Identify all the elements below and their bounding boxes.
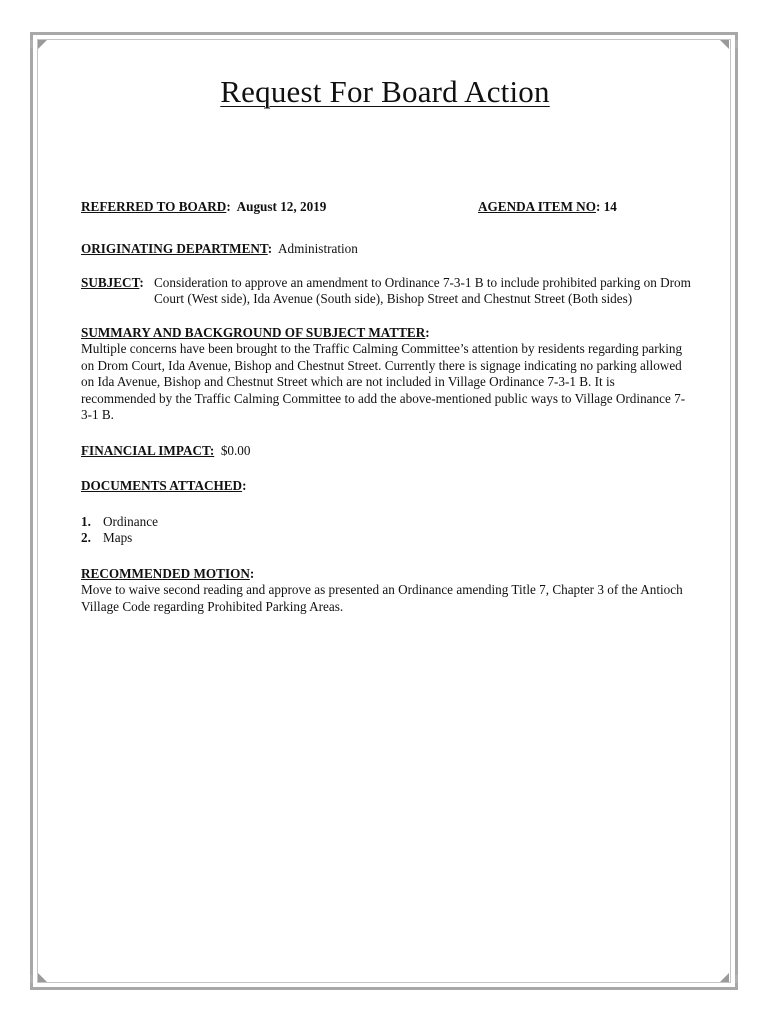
documents-label: DOCUMENTS ATTACHED <box>81 478 243 493</box>
referred-label: REFERRED TO BOARD <box>81 199 227 214</box>
corner-ornament-top-right <box>720 40 729 49</box>
referral-row <box>81 199 691 216</box>
originating-department: ORIGINATING DEPARTMENT: Administration <box>81 241 358 256</box>
department-value: Administration <box>278 241 358 256</box>
border-tick <box>30 40 33 48</box>
recommended-motion <box>81 566 691 616</box>
list-item-number: 2. <box>81 530 91 545</box>
summary-heading: SUMMARY AND BACKGROUND OF SUBJECT MATTER: <box>81 324 430 340</box>
financial-impact <box>81 443 691 460</box>
referred-to-board: REFERRED TO BOARD: August 12, 2019 <box>81 199 327 214</box>
border-tick <box>735 975 738 983</box>
financial-value: $0.00 <box>220 442 251 458</box>
documents-list <box>81 514 691 547</box>
corner-ornament-bottom-left <box>38 973 47 982</box>
subject-label-wrap: SUBJECT: <box>81 274 144 290</box>
motion-heading: RECOMMENDED MOTION: <box>81 565 255 581</box>
agenda-number: 14 <box>603 199 617 214</box>
list-item <box>81 530 691 547</box>
summary-text: Multiple concerns have been brought to the Traffic Calming Committee’s attention by residents regarding parking on Drom Court, Ida Avenue, Bishop and Chestnut Street. Currently there is signage indicating no parking allowed on Ida Avenue, Bishop and Chestnut Street which are not included in Village Ordinance 7-3-1 B. It is recommended by the Traffic Calming Committee to add the above-mentioned public ways to Village Ordinance 7-3-1 B. <box>81 341 686 422</box>
corner-ornament-top-left <box>38 40 47 49</box>
list-item-text: Maps <box>103 530 133 545</box>
document-body <box>81 199 691 615</box>
summary-label: SUMMARY AND BACKGROUND OF SUBJECT MATTER <box>81 324 426 340</box>
department-label: ORIGINATING DEPARTMENT <box>81 241 268 256</box>
border-tick <box>735 40 738 48</box>
documents-attached: DOCUMENTS ATTACHED: <box>81 478 247 493</box>
list-item-number: 1. <box>81 513 91 529</box>
financial-label: FINANCIAL IMPACT: <box>81 442 215 458</box>
agenda-label: AGENDA ITEM NO <box>478 199 596 214</box>
list-item-text: Ordinance <box>103 513 158 529</box>
subject-section <box>81 275 691 308</box>
agenda-item: AGENDA ITEM NO: 14 <box>478 199 617 214</box>
referred-date: August 12, 2019 <box>236 199 327 214</box>
list-item <box>81 514 691 531</box>
motion-text: Move to waive second reading and approve as presented an Ordinance amending Title 7, Chapter 3 of the Antioch Village Code regarding Prohibited Parking Areas. <box>81 582 683 614</box>
summary-section <box>81 325 691 424</box>
subject-text: Consideration to approve an amendment to Ordinance 7-3-1 B to include prohibited parking on Drom Court (West side), Ida Avenue (South side), Bishop Street and Chestnut Street (Both sides) <box>154 274 691 306</box>
page-title: Request For Board Action <box>220 74 550 109</box>
corner-ornament-bottom-right <box>720 973 729 982</box>
motion-label: RECOMMENDED MOTION <box>81 565 250 581</box>
subject-label: SUBJECT <box>81 274 140 290</box>
border-tick <box>30 975 33 983</box>
